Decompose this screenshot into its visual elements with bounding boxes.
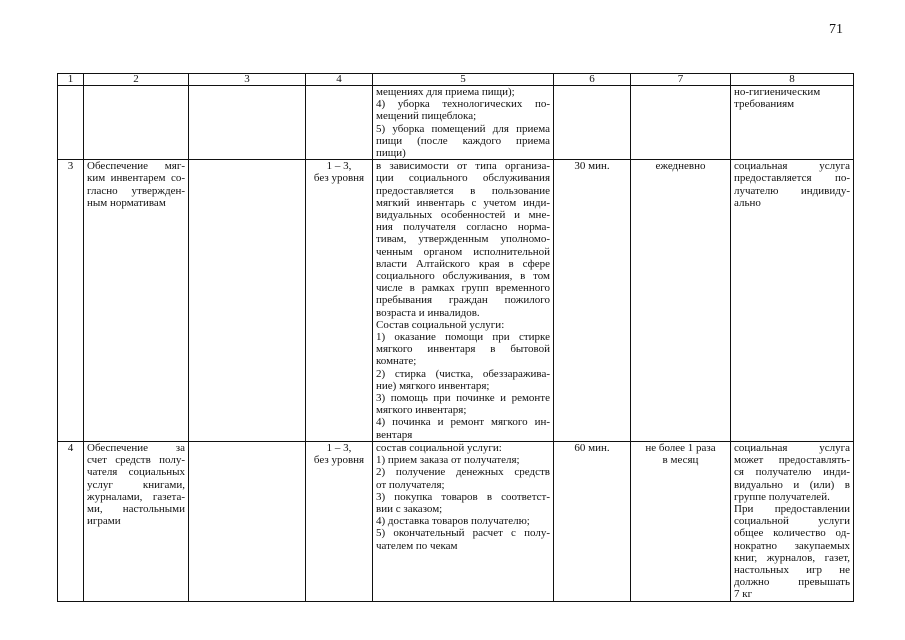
cell-line: должно превышать xyxy=(734,576,850,589)
duration-cell xyxy=(554,86,631,160)
column-3-cell xyxy=(189,86,306,160)
table-header-row xyxy=(58,74,854,86)
cell-line: журналами, газета- xyxy=(87,490,185,503)
cell-line: в зависимости от типа организа- xyxy=(376,160,550,173)
cell-line: 1) оказание помощи при стирке xyxy=(376,331,550,344)
cell-line: 1) прием заказа от получателя; xyxy=(376,454,520,467)
row-number-cell xyxy=(58,86,84,160)
column-header-6: 6 xyxy=(554,74,631,86)
cell-line: не более 1 раза xyxy=(645,441,716,454)
cell-line: но-гигиеническим xyxy=(734,86,821,98)
cell-line: 3) помощь при починке и ремонте xyxy=(376,392,550,405)
cell-line: числе в рамках групп временного xyxy=(376,282,550,295)
service-name-cell xyxy=(84,86,189,160)
cell-line: ально xyxy=(734,196,761,209)
page-number: 71 xyxy=(829,22,843,37)
column-header-3: 3 xyxy=(189,74,306,86)
column-header-7: 7 xyxy=(631,74,731,86)
cell-line: вии с заказом; xyxy=(376,502,443,515)
cell-line: возраста и инвалидов. xyxy=(376,306,480,319)
level-cell xyxy=(306,441,373,601)
level-cell xyxy=(306,86,373,160)
cell-line: При предоставлении xyxy=(734,502,850,515)
level-cell xyxy=(306,160,373,442)
table-row xyxy=(58,160,854,442)
cell-line: пищи) xyxy=(376,147,406,160)
cell-line: от получателя; xyxy=(376,478,445,491)
cell-line: Обеспечение за xyxy=(87,441,185,454)
cell-line: счет средств полу- xyxy=(87,454,185,467)
cell-line: пребывания граждан пожилого xyxy=(376,294,550,307)
cell-line: требованиям xyxy=(734,98,795,111)
cell-line: книг, журналов, газет, xyxy=(734,551,850,564)
column-3-cell xyxy=(189,441,306,601)
table-row xyxy=(58,86,854,160)
cell-line: социального обслуживания, в том xyxy=(376,270,550,283)
column-header-2: 2 xyxy=(84,74,189,86)
table-body xyxy=(58,86,854,602)
cell-line: чателем по чекам xyxy=(376,539,458,552)
cell-line: в месяц xyxy=(662,454,699,467)
cell-line: ми, настольными xyxy=(87,502,185,515)
cell-line: 1 – 3, xyxy=(326,160,352,173)
cell-line: может предоставлять- xyxy=(734,454,850,467)
conditions-cell xyxy=(731,86,854,160)
cell-line: комнате; xyxy=(376,355,417,368)
description-cell xyxy=(373,160,554,442)
cell-line: мещений пищеблока; xyxy=(376,110,477,123)
cell-line: видуально и (или) в xyxy=(734,478,850,491)
conditions-cell xyxy=(731,441,854,601)
cell-line: мягкого инвентаря в бытовой xyxy=(376,343,550,356)
cell-line: нократно закупаемых xyxy=(734,539,850,552)
cell-line: ния получателя согласно норма- xyxy=(376,221,550,234)
table-row xyxy=(58,441,854,601)
cell-line: ежедневно xyxy=(655,160,706,173)
cell-line: власти Алтайского края в сфере xyxy=(376,257,550,270)
column-header-1: 1 xyxy=(58,74,84,86)
cell-line: группе получателей. xyxy=(734,490,830,503)
duration-cell: 60 мин. xyxy=(554,441,631,601)
column-header-8: 8 xyxy=(731,74,854,86)
duration-cell: 30 мин. xyxy=(554,160,631,442)
cell-line: без уровня xyxy=(313,172,365,185)
description-cell xyxy=(373,86,554,160)
conditions-cell xyxy=(731,160,854,442)
row-number-cell: 4 xyxy=(58,441,84,601)
cell-line: без уровня xyxy=(313,454,365,467)
cell-line: ции социального обслуживания xyxy=(376,172,550,185)
service-name-cell xyxy=(84,160,189,442)
service-name-cell xyxy=(84,441,189,601)
cell-line: Обеспечение мяг- xyxy=(87,160,185,173)
cell-line: 5) окончательный расчет с полу- xyxy=(376,527,550,540)
cell-line: Состав социальной услуги: xyxy=(376,318,505,331)
cell-line: 4) уборка технологических по- xyxy=(376,98,550,111)
row-number-cell: 3 xyxy=(58,160,84,442)
cell-line: мягкого инвентаря; xyxy=(376,404,467,417)
cell-line: 4) доставка товаров получателю; xyxy=(376,515,530,528)
cell-line: услуг книгами, xyxy=(87,478,185,491)
cell-line: гласно утвержден- xyxy=(87,184,185,197)
cell-line: мягкий инвентарь с учетом инди- xyxy=(376,196,550,209)
services-table xyxy=(57,73,854,602)
cell-line: ся получателю инди- xyxy=(734,466,850,479)
cell-line: социальной услуги xyxy=(734,515,850,528)
cell-line: ченным органом исполнительной xyxy=(376,245,550,258)
cell-line: ким инвентарем со- xyxy=(87,172,185,185)
cell-line: ным нормативам xyxy=(87,196,166,209)
cell-line: 1 – 3, xyxy=(326,441,352,454)
cell-line: вентаря xyxy=(376,428,413,441)
cell-line: мещениях для приема пищи); xyxy=(376,86,515,98)
cell-line: играми xyxy=(87,515,121,528)
cell-line: предоставляется в пользование xyxy=(376,184,550,197)
cell-line: социальная услуга xyxy=(734,441,850,454)
cell-line: состав социальной услуги: xyxy=(376,441,502,454)
frequency-cell xyxy=(631,441,731,601)
frequency-cell xyxy=(631,160,731,442)
cell-line: 2) стирка (чистка, обеззаражива- xyxy=(376,367,550,380)
cell-line: ние) мягкого инвентаря; xyxy=(376,379,490,392)
frequency-cell xyxy=(631,86,731,160)
cell-line: 4) починка и ремонт мягкого ин- xyxy=(376,416,550,429)
cell-line: социальная услуга xyxy=(734,160,850,173)
column-3-cell xyxy=(189,160,306,442)
cell-line: видуальных особенностей и мне- xyxy=(376,209,550,222)
cell-line: пищи (после каждого приема xyxy=(376,134,550,147)
cell-line: чателя социальных xyxy=(87,466,185,479)
cell-line: предоставляется по- xyxy=(734,172,850,185)
column-header-5: 5 xyxy=(373,74,554,86)
cell-line: 5) уборка помещений для приема xyxy=(376,122,550,135)
cell-line: лучателю индивиду- xyxy=(734,184,850,197)
cell-line: тивам, утвержденным уполномо- xyxy=(376,233,550,246)
cell-line: 2) получение денежных средств xyxy=(376,466,550,479)
cell-line: настольных игр не xyxy=(734,563,850,576)
description-cell xyxy=(373,441,554,601)
column-header-4: 4 xyxy=(306,74,373,86)
cell-line: 3) покупка товаров в соответст- xyxy=(376,490,550,503)
cell-line: общее количество од- xyxy=(734,527,850,540)
cell-line: 7 кг xyxy=(734,588,753,601)
